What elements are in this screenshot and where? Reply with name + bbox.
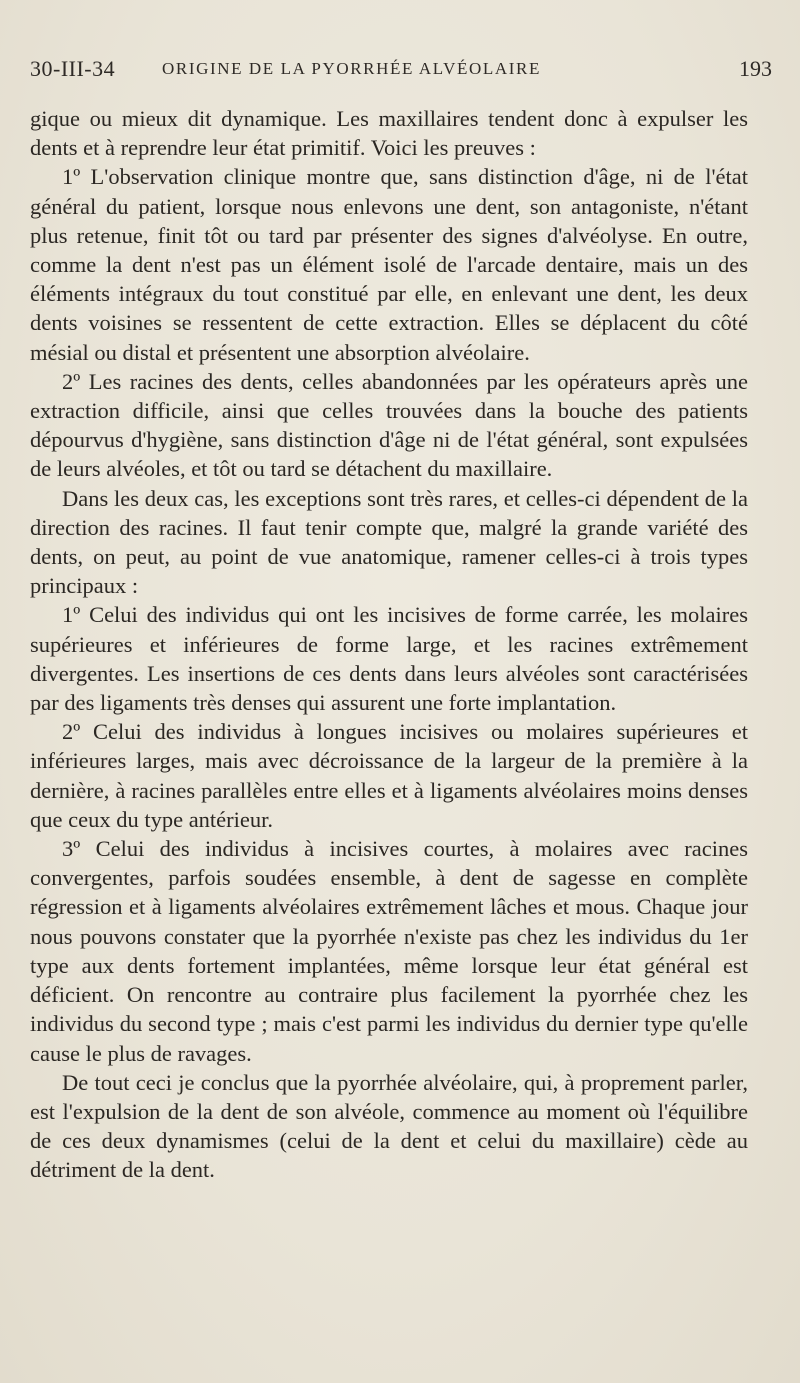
header-date: 30-III-34 — [30, 56, 116, 81]
paragraph-continuation: gique ou mieux dit dynamique. Les maxillaires tendent donc à expulser les dents et à reprendre leur état primitif. Voici les preuves : — [30, 106, 748, 161]
paragraph-exceptions: Dans les deux cas, les exceptions sont très rares, et celles-ci dépendent de la direction des racines. Il faut tenir compte que, malgré la grande variété des dents, on peut, au point de vue anatomique, ramener celles-ci à trois types principaux : — [30, 485, 748, 599]
paragraph-type-3: 3º Celui des individus à incisives courtes, à molaires avec racines convergentes, parfois soudées ensemble, à dent de sagesse en complète régression et à ligaments alvéolaires extrêmement lâches et mous. Chaque jour nous pouvons constater que la pyorrhée n'existe pas chez les individus du 1er type aux dents fortement implantées, même lorsque leur état général est déficient. On rencontre au contraire plus facilement la pyorrhée chez les individus du second type ; mais c'est parmi les individus du dernier type qu'elle cause le plus de ravages. — [30, 836, 748, 1066]
page-number: 193 — [739, 56, 772, 81]
paragraph-proof-2: 2º Les racines des dents, celles abandonnées par les opérateurs après une extraction difficile, ainsi que celles trouvées dans la bouche des patients dépourvus d'hygiène, sans distinction d'âge ni de l'état général, sont expulsées de leurs alvéoles, et tôt ou tard se détachent du maxillaire. — [30, 368, 748, 482]
body-text — [30, 104, 748, 1185]
paragraph-conclusion: De tout ceci je conclus que la pyorrhée alvéolaire, qui, à proprement parler, est l'expulsion de la dent de son alvéole, commence au moment où l'équilibre de ces deux dynamismes (celui de la dent et celui du maxillaire) cède au détriment de la dent. — [30, 1069, 748, 1183]
paragraph-type-2: 2º Celui des individus à longues incisives ou molaires supérieures et inférieures larges, mais avec décroissance de la largeur de la première à la dernière, à racines parallèles entre elles et à ligaments alvéolaires moins denses que ceux du type antérieur. — [30, 719, 748, 832]
header-title: ORIGINE DE LA PYORRHÉE ALVÉOLAIRE — [162, 59, 541, 78]
paragraph-type-1: 1º Celui des individus qui ont les incisives de forme carrée, les molaires supérieures et inférieures de forme large, et les racines extrêmement divergentes. Les insertions de ces dents dans leurs alvéoles sont caractérisées par des ligaments très denses qui assurent une forte implantation. — [30, 602, 748, 716]
paragraph-proof-1: 1º L'observation clinique montre que, sans distinction d'âge, ni de l'état général du patient, lorsque nous enlevons une dent, son antagoniste, n'étant plus retenue, finit tôt ou tard par présenter des signes d'alvéolyse. En outre, comme la dent n'est pas un élément isolé de l'arcade dentaire, mais un des éléments intégraux du tout constitué par elle, en enlevant une dent, les deux dents voisines se ressentent de cette extraction. Elles se déplacent du côté mésial ou distal et présentent une absorption alvéolaire. — [30, 164, 748, 365]
running-header — [30, 56, 772, 86]
